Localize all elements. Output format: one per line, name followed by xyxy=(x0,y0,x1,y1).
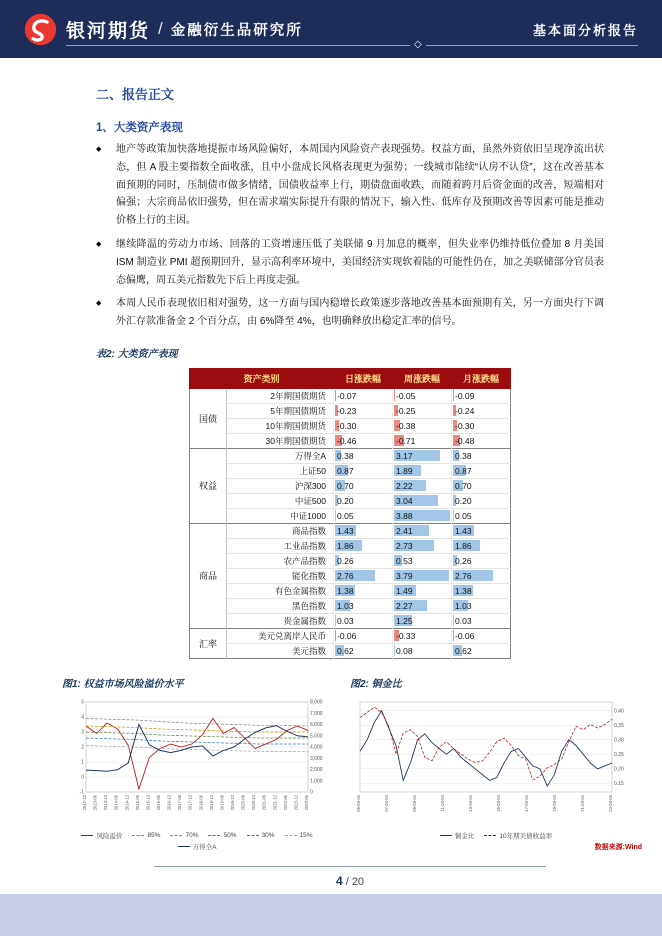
svg-text:3,000: 3,000 xyxy=(310,755,323,762)
diamond-bullet-icon: ◆ xyxy=(96,240,102,248)
diamond-ornament-icon: ◇ xyxy=(410,39,426,51)
svg-text:5: 5 xyxy=(81,699,84,706)
value-text: 1.89 xyxy=(396,465,413,476)
value-cell xyxy=(334,433,393,448)
svg-text:17-03-04: 17-03-04 xyxy=(524,794,529,812)
legend-swatch-icon xyxy=(178,846,190,847)
svg-text:07-03-04: 07-03-04 xyxy=(384,794,389,812)
svg-text:2018-06: 2018-06 xyxy=(198,794,204,811)
svg-text:-1: -1 xyxy=(79,789,84,796)
asset-name-cell: 能化指数 xyxy=(227,568,334,583)
value-cell xyxy=(393,523,452,538)
value-cell xyxy=(334,403,393,418)
svg-text:21-03-04: 21-03-04 xyxy=(580,794,585,812)
table-row xyxy=(190,403,511,418)
value-text: 3.88 xyxy=(396,510,413,521)
value-text: 0.62 xyxy=(455,645,472,656)
svg-text:13-03-04: 13-03-04 xyxy=(468,794,473,812)
asset-name-cell: 农产品指数 xyxy=(227,553,334,568)
value-text: 0.26 xyxy=(455,555,472,566)
svg-text:2013-06: 2013-06 xyxy=(92,794,98,811)
value-cell xyxy=(452,433,511,448)
value-cell xyxy=(334,388,393,403)
svg-text:2017-06: 2017-06 xyxy=(177,794,183,811)
figure-copper-gold xyxy=(350,675,642,852)
legend-item xyxy=(440,831,475,840)
legend-item xyxy=(285,831,313,840)
table-row xyxy=(190,538,511,553)
table-row xyxy=(190,583,511,598)
value-text: -0.05 xyxy=(396,390,416,401)
value-text: 2.27 xyxy=(396,600,413,611)
svg-text:0.40: 0.40 xyxy=(614,708,624,715)
report-header xyxy=(0,0,662,58)
svg-text:4: 4 xyxy=(81,714,84,721)
data-source-note: 数据来源:Wind xyxy=(594,843,642,851)
asset-name-cell: 5年期国债期货 xyxy=(227,403,334,418)
value-cell xyxy=(452,583,511,598)
table-row xyxy=(190,643,511,658)
asset-name-cell: 30年期国债期货 xyxy=(227,433,334,448)
value-cell xyxy=(334,568,393,583)
figure-risk-premium xyxy=(62,675,332,852)
value-text: 0.70 xyxy=(455,480,472,491)
chart2-legend xyxy=(350,831,642,840)
bullet-item xyxy=(96,236,604,289)
value-text: 0.26 xyxy=(337,555,354,566)
svg-text:2021-12: 2021-12 xyxy=(272,794,278,811)
diamond-bullet-icon: ◆ xyxy=(96,300,102,308)
value-cell xyxy=(334,478,393,493)
svg-text:2,000: 2,000 xyxy=(310,767,323,774)
svg-text:0: 0 xyxy=(81,774,84,781)
legend-swatch-icon xyxy=(285,835,297,836)
legend-label: 50% xyxy=(223,831,237,839)
institute-name: 金融衍生品研究所 xyxy=(170,22,303,39)
asset-name-cell: 黑色指数 xyxy=(227,598,334,613)
svg-text:3: 3 xyxy=(81,729,84,736)
value-text: -0.09 xyxy=(455,390,475,401)
svg-text:2016-12: 2016-12 xyxy=(166,794,172,811)
data-bar xyxy=(453,630,454,641)
value-cell xyxy=(452,568,511,583)
value-text: 1.25 xyxy=(396,615,413,626)
asset-name-cell: 工业品指数 xyxy=(227,538,334,553)
value-cell xyxy=(452,493,511,508)
value-text: 0.03 xyxy=(337,615,354,626)
table-row xyxy=(190,463,511,478)
copper-gold-ratio-chart xyxy=(350,696,642,824)
subsection-title: 1、大类资产表现 xyxy=(96,122,183,134)
value-text: 2.41 xyxy=(396,525,413,536)
legend-label: 70% xyxy=(185,831,199,839)
value-text: 0.62 xyxy=(337,645,354,656)
table-row xyxy=(190,553,511,568)
value-cell xyxy=(393,433,452,448)
value-cell xyxy=(334,553,393,568)
value-cell xyxy=(393,478,452,493)
table-row xyxy=(190,388,511,403)
col-header-asset-class: 资产类别 xyxy=(190,368,334,388)
data-bar xyxy=(335,510,336,521)
value-text: -0.48 xyxy=(455,435,475,446)
value-cell xyxy=(393,388,452,403)
svg-text:2014-12: 2014-12 xyxy=(124,794,130,811)
brand-name: 银河期货 xyxy=(66,20,151,42)
asset-name-cell: 沪深300 xyxy=(227,478,334,493)
legend-swatch-icon xyxy=(484,835,496,836)
value-cell xyxy=(393,463,452,478)
svg-text:2014-06: 2014-06 xyxy=(113,794,119,811)
legend-label: 万得全A xyxy=(192,843,217,851)
legend-item xyxy=(208,831,236,840)
report-type-label: 基本面分析报告 xyxy=(532,22,638,38)
value-cell xyxy=(334,493,393,508)
chart1-legend xyxy=(62,831,332,851)
value-text: 0.38 xyxy=(455,450,472,461)
svg-text:11-03-04: 11-03-04 xyxy=(440,794,445,812)
svg-text:15-03-04: 15-03-04 xyxy=(496,794,501,812)
svg-text:2019-12: 2019-12 xyxy=(230,794,235,811)
value-cell xyxy=(452,508,511,523)
bullet-list xyxy=(96,141,604,331)
table-row xyxy=(190,448,511,463)
value-cell xyxy=(393,583,452,598)
value-cell xyxy=(393,643,452,658)
svg-text:6,000: 6,000 xyxy=(310,722,323,729)
svg-text:2020-06: 2020-06 xyxy=(240,794,246,811)
legend-label: 85% xyxy=(147,831,161,839)
value-text: 2.22 xyxy=(396,480,413,491)
svg-text:2022-06: 2022-06 xyxy=(282,794,288,811)
svg-text:4,000: 4,000 xyxy=(310,744,323,751)
value-cell xyxy=(452,613,511,628)
value-cell xyxy=(393,553,452,568)
svg-text:2022-12: 2022-12 xyxy=(293,794,299,811)
legend-item xyxy=(81,831,122,840)
table-caption: 表2: 大类资产表现 xyxy=(96,348,178,360)
svg-text:2017-12: 2017-12 xyxy=(187,794,193,811)
section-title: 二、报告正文 xyxy=(96,87,175,102)
col-header-monthly-change: 月涨跌幅 xyxy=(452,368,511,388)
value-text: -0.25 xyxy=(396,405,416,416)
value-cell xyxy=(334,583,393,598)
legend-label: 30% xyxy=(261,831,275,839)
table-row xyxy=(190,433,511,448)
value-text: 0.03 xyxy=(455,615,472,626)
svg-text:0: 0 xyxy=(310,789,313,796)
svg-text:0.15: 0.15 xyxy=(614,780,624,787)
asset-name-cell: 中证500 xyxy=(227,493,334,508)
report-body xyxy=(0,58,662,888)
table-row xyxy=(190,598,511,613)
table-row xyxy=(190,478,511,493)
value-text: 1.86 xyxy=(455,540,472,551)
figures-row xyxy=(62,675,642,852)
value-text: 1.43 xyxy=(337,525,354,536)
value-cell xyxy=(452,388,511,403)
value-text: -0.71 xyxy=(396,435,416,446)
svg-text:2018-12: 2018-12 xyxy=(208,794,214,811)
value-cell xyxy=(334,628,393,643)
data-bar xyxy=(394,645,395,656)
svg-text:19-03-04: 19-03-04 xyxy=(552,794,557,812)
value-text: 0.20 xyxy=(455,495,472,506)
value-cell xyxy=(393,628,452,643)
value-cell xyxy=(452,643,511,658)
table-row xyxy=(190,508,511,523)
svg-text:0.25: 0.25 xyxy=(614,751,624,758)
svg-text:2019-06: 2019-06 xyxy=(219,794,225,811)
value-text: -0.33 xyxy=(396,630,416,641)
current-page: 4 xyxy=(335,873,343,888)
svg-text:0.35: 0.35 xyxy=(614,722,624,729)
value-text: -0.06 xyxy=(455,630,475,641)
bullet-text: 地产等政策加快落地提振市场风险偏好，本周国内风险资产表现强势。权益方面，虽然外资依旧呈现净流出状态，但 A 股主要指数全面收涨，且中小盘成长风格表现更为强势；一线城市陆续“认房不认贷”，这在改善基本面预期的同时，压制债市做多情绪，国债收益率上行，期债盘面收跌，而随着跨月后资金面的改善，短端相对偏强；大宗商品依旧强势，但在需求端实际提升有限的情况下，输入性、低库存及预期改善等因素可能是推动价格上行的主因。 xyxy=(116,144,604,227)
value-cell xyxy=(393,418,452,433)
asset-name-cell: 万得全A xyxy=(227,448,334,463)
legend-label: 铜金比 xyxy=(454,832,475,840)
value-text: 0.53 xyxy=(396,555,413,566)
value-text: 0.70 xyxy=(337,480,354,491)
svg-text:2015-06: 2015-06 xyxy=(134,794,140,811)
value-text: 0.87 xyxy=(455,465,472,476)
asset-name-cell: 商品指数 xyxy=(227,523,334,538)
table-row xyxy=(190,493,511,508)
value-cell xyxy=(452,418,511,433)
svg-text:2016-06: 2016-06 xyxy=(156,794,161,811)
value-text: 1.43 xyxy=(455,525,472,536)
value-cell xyxy=(334,598,393,613)
asset-group-cell: 权益 xyxy=(190,448,227,523)
table-row xyxy=(190,418,511,433)
footer-band xyxy=(0,894,662,936)
value-cell xyxy=(393,613,452,628)
header-divider-line xyxy=(66,45,638,46)
value-text: 0.05 xyxy=(455,510,472,521)
figure2-caption: 图2: 铜金比 xyxy=(350,678,402,690)
legend-swatch-icon xyxy=(440,835,452,836)
data-bar xyxy=(335,390,336,401)
legend-label: 10年期美债收益率 xyxy=(499,832,553,840)
value-text: 0.05 xyxy=(337,510,354,521)
page-number xyxy=(96,874,604,888)
svg-text:09-03-04: 09-03-04 xyxy=(412,794,417,812)
legend-item xyxy=(132,831,160,840)
svg-text:2020-12: 2020-12 xyxy=(251,794,257,811)
asset-performance-table xyxy=(189,368,511,659)
svg-text:1: 1 xyxy=(81,759,84,766)
svg-text:2021-06: 2021-06 xyxy=(261,794,267,811)
svg-text:2012-12: 2012-12 xyxy=(82,794,87,811)
value-text: 2.73 xyxy=(396,540,413,551)
svg-text:1,000: 1,000 xyxy=(310,778,323,785)
value-cell xyxy=(393,598,452,613)
value-text: 1.49 xyxy=(396,585,413,596)
table-row xyxy=(190,628,511,643)
value-cell xyxy=(452,463,511,478)
value-cell xyxy=(334,538,393,553)
value-cell xyxy=(452,598,511,613)
legend-swatch-icon xyxy=(208,835,220,836)
col-header-daily-change: 日涨跌幅 xyxy=(334,368,393,388)
risk-premium-chart-box xyxy=(62,696,332,851)
data-bar xyxy=(453,510,454,521)
value-text: -0.46 xyxy=(337,435,357,446)
asset-name-cell: 10年期国债期货 xyxy=(227,418,334,433)
copper-gold-chart-box xyxy=(350,696,642,852)
value-cell xyxy=(393,508,452,523)
asset-name-cell: 美元指数 xyxy=(227,643,334,658)
value-text: 1.86 xyxy=(337,540,354,551)
value-cell xyxy=(393,568,452,583)
value-text: 1.03 xyxy=(337,600,354,611)
value-text: 3.04 xyxy=(396,495,413,506)
value-cell xyxy=(334,448,393,463)
value-text: 3.79 xyxy=(396,570,413,581)
value-text: 2.76 xyxy=(337,570,354,581)
table-header-row xyxy=(190,368,511,388)
value-cell xyxy=(334,523,393,538)
bullet-item xyxy=(96,295,604,331)
value-cell xyxy=(334,418,393,433)
svg-text:2: 2 xyxy=(81,744,84,751)
svg-text:05-03-04: 05-03-04 xyxy=(356,794,361,812)
asset-table-body xyxy=(190,388,511,658)
value-text: 1.03 xyxy=(455,600,472,611)
value-cell xyxy=(334,463,393,478)
svg-text:0.20: 0.20 xyxy=(614,766,624,773)
asset-group-cell: 国债 xyxy=(190,388,227,448)
svg-text:5,000: 5,000 xyxy=(310,733,323,740)
svg-text:2023-06: 2023-06 xyxy=(304,794,309,811)
value-cell xyxy=(393,403,452,418)
value-cell xyxy=(393,493,452,508)
risk-premium-chart xyxy=(62,696,332,824)
asset-name-cell: 贵金属指数 xyxy=(227,613,334,628)
value-text: -0.23 xyxy=(337,405,357,416)
bullet-text: 本周人民币表现依旧相对强势，这一方面与国内稳增长政策逐步落地改善基本面预期有关，另一方面央行下调外汇存款准备金 2 个百分点，由 6%降至 4%，也明确释放出稳定汇率的信号。 xyxy=(116,298,604,328)
svg-text:23-03-04: 23-03-04 xyxy=(608,794,613,812)
brand-divider: / xyxy=(158,19,163,38)
asset-group-cell: 汇率 xyxy=(190,628,227,658)
value-text: 0.38 xyxy=(337,450,354,461)
value-text: -0.38 xyxy=(396,420,416,431)
asset-name-cell: 有色金属指数 xyxy=(227,583,334,598)
table-row xyxy=(190,568,511,583)
data-bar xyxy=(335,630,336,641)
value-cell xyxy=(452,553,511,568)
asset-name-cell: 2年期国债期货 xyxy=(227,388,334,403)
svg-text:2015-12: 2015-12 xyxy=(145,794,151,811)
legend-swatch-icon xyxy=(81,835,93,836)
asset-name-cell: 中证1000 xyxy=(227,508,334,523)
asset-name-cell: 上证50 xyxy=(227,463,334,478)
value-cell xyxy=(452,403,511,418)
page-separator: / xyxy=(345,875,349,888)
legend-label: 15% xyxy=(299,831,313,839)
bullet-item xyxy=(96,141,604,230)
legend-swatch-icon xyxy=(132,835,144,836)
value-text: 1.38 xyxy=(337,585,354,596)
legend-swatch-icon xyxy=(247,835,259,836)
value-text: 0.08 xyxy=(396,645,413,656)
svg-text:2013-12: 2013-12 xyxy=(103,794,109,811)
asset-name-cell: 美元兑离岸人民币 xyxy=(227,628,334,643)
value-cell xyxy=(452,478,511,493)
value-cell xyxy=(452,448,511,463)
value-cell xyxy=(334,643,393,658)
value-cell xyxy=(452,538,511,553)
legend-swatch-icon xyxy=(170,835,182,836)
col-header-weekly-change: 周涨跌幅 xyxy=(393,368,452,388)
value-text: -0.07 xyxy=(337,390,357,401)
diamond-bullet-icon: ◆ xyxy=(96,146,102,153)
value-text: 0.87 xyxy=(337,465,354,476)
figure1-caption: 图1: 权益市场风险溢价水平 xyxy=(62,678,184,690)
value-cell xyxy=(334,508,393,523)
value-text: 3.17 xyxy=(396,450,413,461)
svg-text:0.30: 0.30 xyxy=(614,737,624,744)
asset-group-cell: 商品 xyxy=(190,523,227,628)
table-row xyxy=(190,613,511,628)
legend-item xyxy=(178,842,217,851)
value-cell xyxy=(393,448,452,463)
legend-item xyxy=(247,831,275,840)
value-text: 1.38 xyxy=(455,585,472,596)
value-cell xyxy=(452,523,511,538)
value-cell xyxy=(334,613,393,628)
value-text: -0.06 xyxy=(337,630,357,641)
footer-divider-line xyxy=(154,866,546,867)
legend-item xyxy=(170,831,198,840)
svg-text:8,000: 8,000 xyxy=(310,699,323,706)
legend-item xyxy=(484,831,552,840)
total-pages: 20 xyxy=(351,875,365,888)
value-cell xyxy=(452,628,511,643)
galaxy-futures-logo-icon xyxy=(24,13,57,46)
value-text: 2.76 xyxy=(455,570,472,581)
legend-label: 风险溢价 xyxy=(96,832,123,840)
svg-text:7,000: 7,000 xyxy=(310,710,323,717)
value-text: -0.30 xyxy=(337,420,357,431)
value-text: 0.20 xyxy=(337,495,354,506)
value-cell xyxy=(393,538,452,553)
table-row xyxy=(190,523,511,538)
data-bar xyxy=(394,390,395,401)
value-text: -0.24 xyxy=(455,405,475,416)
bullet-text: 继续降温的劳动力市场、回落的工资增速压低了美联储 9 月加息的概率，但失业率仍维持低位叠加 8 月美国 ISM 制造业 PMI 超预期回升，显示高利率环境中，美国经济实现软着陆的可能性仍在，加之美联储部分官员表态偏鹰，周五美元指数先下后上再度走强。 xyxy=(116,238,604,286)
value-text: -0.30 xyxy=(455,420,475,431)
